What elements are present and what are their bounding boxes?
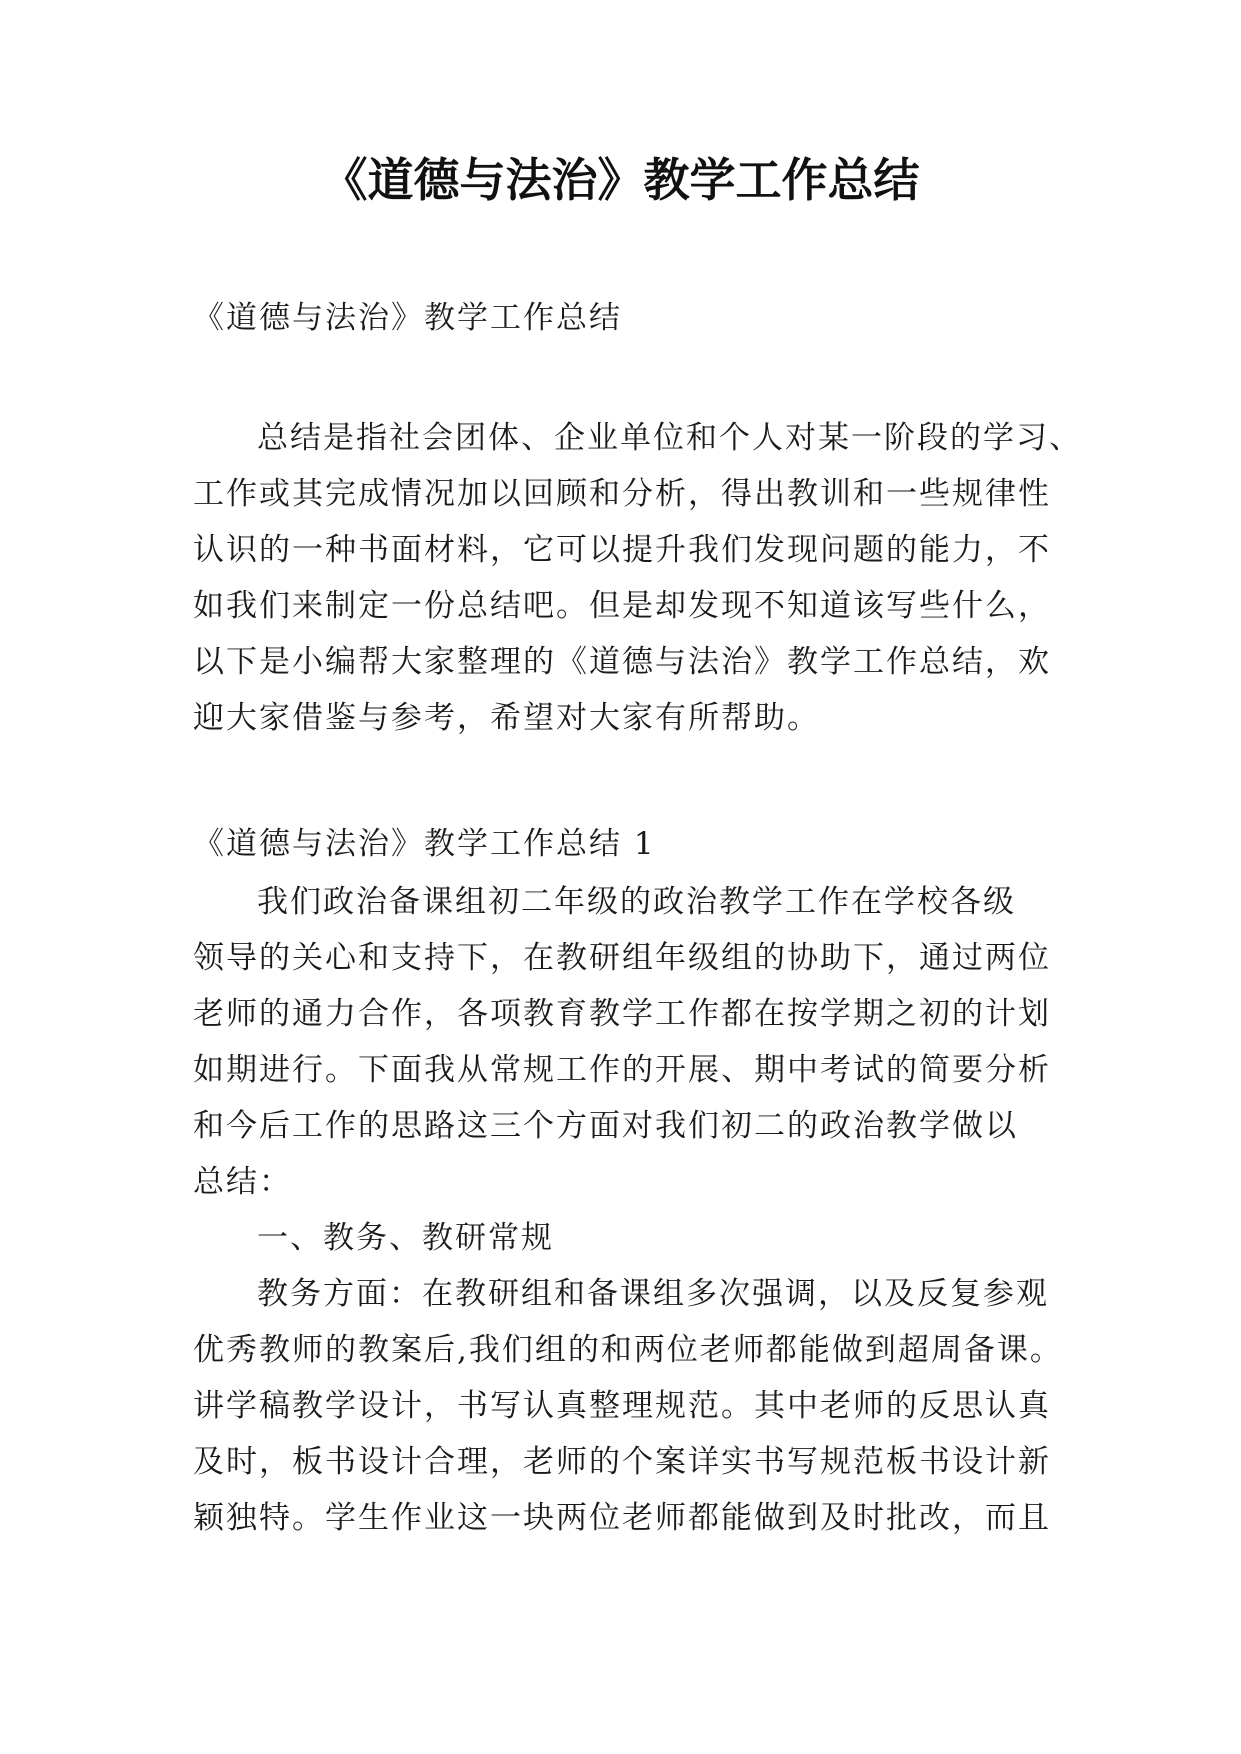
body-line: 教务方面：在教研组和备课组多次强调，以及反复参观	[257, 1276, 1049, 1312]
intro-line: 以下是小编帮大家整理的《道德与法治》教学工作总结，欢	[193, 644, 1051, 680]
body-line: 领导的关心和支持下，在教研组年级组的协助下，通过两位	[193, 940, 1051, 976]
body-line: 颖独特。学生作业这一块两位老师都能做到及时批改，而且	[193, 1500, 1051, 1536]
document-subtitle	[193, 290, 1055, 346]
intro-line: 如我们来制定一份总结吧。但是却发现不知道该写些什么，	[193, 588, 1051, 624]
section-1-title	[193, 816, 1055, 872]
body-line: 总结：	[193, 1164, 292, 1200]
intro-line: 认识的一种书面材料，它可以提升我们发现问题的能力，不	[193, 532, 1051, 568]
intro-line: 工作或其完成情况加以回顾和分析，得出教训和一些规律性	[193, 476, 1051, 512]
intro-line: 总结是指社会团体、企业单位和个人对某一阶段的学习、	[257, 420, 1082, 456]
body-line: 老师的通力合作，各项教育教学工作都在按学期之初的计划	[193, 996, 1051, 1032]
body-line: 优秀教师的教案后,我们组的和两位老师都能做到超周备课。	[193, 1332, 1063, 1368]
body-line: 和今后工作的思路这三个方面对我们初二的政治教学做以	[193, 1108, 1018, 1144]
subtitle-line: 《道德与法治》教学工作总结	[193, 300, 622, 336]
intro-paragraph	[193, 410, 1082, 746]
subsection-heading: 一、教务、教研常规	[257, 1220, 554, 1256]
body-line: 及时，板书设计合理，老师的个案详实书写规范板书设计新	[193, 1444, 1051, 1480]
document-title: 《道德与法治》教学工作总结	[321, 153, 920, 207]
body-line: 如期进行。下面我从常规工作的开展、期中考试的简要分析	[193, 1052, 1051, 1088]
section-title-line: 《道德与法治》教学工作总结 1	[193, 826, 656, 862]
body-line: 我们政治备课组初二年级的政治教学工作在学校各级	[257, 884, 1016, 920]
section-1-body	[193, 874, 1063, 1546]
intro-line: 迎大家借鉴与参考，希望对大家有所帮助。	[193, 700, 820, 736]
body-line: 讲学稿教学设计，书写认真整理规范。其中老师的反思认真	[193, 1388, 1051, 1424]
